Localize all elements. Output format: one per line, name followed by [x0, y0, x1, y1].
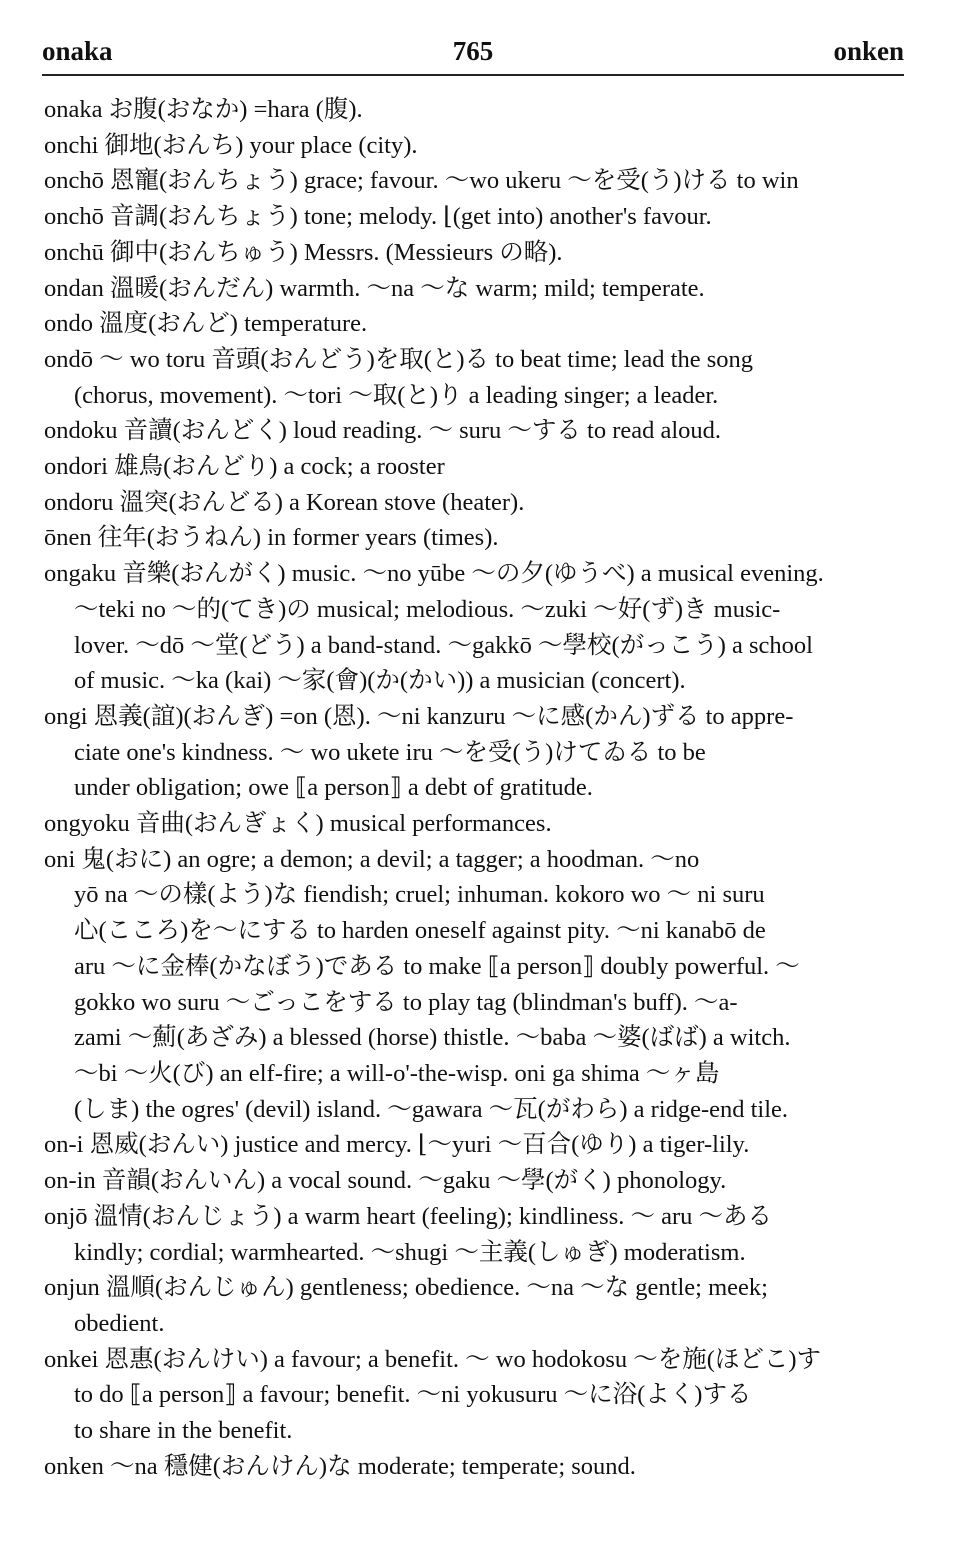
- dictionary-entry: [44, 1342, 912, 1449]
- entry-continuation-line: lover. ～dō ～堂(どう) a band-stand. ～gakkō ～學校(がっこう) a school: [74, 631, 813, 659]
- entry-continuation-line: gokko wo suru ～ごっこをする to play tag (blindman's buff). ～a-: [74, 988, 738, 1016]
- entry-list: [44, 92, 912, 1484]
- dictionary-entry: [44, 92, 912, 128]
- entry-continuation-line: to do ⟦a person⟧ a favour; benefit. ～ni yokusuru ～に浴(よく)する: [74, 1381, 752, 1409]
- dictionary-entry: [44, 128, 912, 164]
- left-guide-word: onaka: [42, 36, 113, 66]
- entry-first-line: onjō 溫情(おんじょう) a warm heart (feeling); kindliness. ～ aru ～ある: [44, 1202, 773, 1230]
- entry-first-line: ondoru 溫突(おんどる) a Korean stove (heater).: [44, 488, 525, 516]
- dictionary-entry: [44, 413, 912, 449]
- entry-continuation-line: (chorus, movement). ～tori ～取(と)り a leading singer; a leader.: [74, 381, 719, 409]
- running-head: [42, 30, 904, 76]
- entry-continuation-line: to share in the benefit.: [74, 1417, 293, 1445]
- entry-first-line: onchū 御中(おんちゅう) Messrs. (Messieurs の略).: [44, 238, 563, 266]
- entry-first-line: onken ～na 穩健(おんけん)な moderate; temperate; sound.: [44, 1452, 636, 1480]
- dictionary-entry: [44, 306, 912, 342]
- entry-first-line: ondan 溫暖(おんだん) warmth. ～na ～な warm; mild; temperate.: [44, 274, 705, 302]
- page-number: 765: [452, 36, 494, 66]
- entry-continuation-line: ～bi ～火(び) an elf-fire; a will-o'-the-wisp. oni ga shima ～ヶ島: [74, 1059, 720, 1087]
- entry-first-line: ondo 溫度(おんど) temperature.: [44, 310, 368, 338]
- dictionary-entry: [44, 163, 912, 199]
- dictionary-entry: [44, 1163, 912, 1199]
- entry-first-line: ondoku 音讀(おんどく) loud reading. ～ suru ～する to read aloud.: [44, 417, 722, 445]
- entry-first-line: onchō 音調(おんちょう) tone; melody. ⌊(get into) another's favour.: [44, 203, 712, 231]
- entry-continuation-line: yō na ～の樣(よう)な fiendish; cruel; inhuman. kokoro wo ～ ni suru: [74, 881, 765, 909]
- dictionary-entry: [44, 342, 912, 413]
- entry-continuation-line: of music. ～ka (kai) ～家(會)(か(かい)) a musician (concert).: [74, 667, 686, 695]
- entry-continuation-line: 心(こころ)を～にする to harden oneself against pity. ～ni kanabō de: [74, 917, 766, 945]
- dictionary-entry: [44, 1199, 912, 1270]
- entry-first-line: on-in 音韻(おんいん) a vocal sound. ～gaku ～學(がく) phonology.: [44, 1167, 727, 1195]
- entry-first-line: ondori 雄鳥(おんどり) a cock; a rooster: [44, 453, 445, 481]
- dictionary-entry: [44, 1127, 912, 1163]
- dictionary-entry: [44, 235, 912, 271]
- entry-continuation-line: ～teki no ～的(てき)の musical; melodious. ～zuki ～好(ず)き music-: [74, 595, 781, 623]
- entry-first-line: ōnen 往年(おうねん) in former years (times).: [44, 524, 499, 552]
- entry-continuation-line: kindly; cordial; warmhearted. ～shugi ～主義(しゅぎ) moderatism.: [74, 1238, 746, 1266]
- entry-first-line: oni 鬼(おに) an ogre; a demon; a devil; a tagger; a hoodman. ～no: [44, 845, 700, 873]
- dictionary-entry: [44, 271, 912, 307]
- entry-first-line: onchō 恩寵(おんちょう) grace; favour. ～wo ukeru ～を受(う)ける to win: [44, 167, 799, 195]
- entry-first-line: ongi 恩義(誼)(おんぎ) =on (恩). ～ni kanzuru ～に感(かん)ずる to appre-: [44, 702, 794, 730]
- entry-continuation-line: aru ～に金棒(かなぼう)である to make ⟦a person⟧ doubly powerful. ～: [74, 952, 800, 980]
- entry-first-line: ondō ～ wo toru 音頭(おんどう)を取(と)る to beat time; lead the song: [44, 345, 754, 373]
- entry-first-line: ongaku 音樂(おんがく) music. ～no yūbe ～の夕(ゆうべ) a musical evening.: [44, 560, 824, 588]
- dictionary-entry: [44, 842, 912, 1128]
- right-guide-word: onken: [833, 36, 904, 66]
- entry-continuation-line: (しま) the ogres' (devil) island. ～gawara ～瓦(がわら) a ridge-end tile.: [74, 1095, 789, 1123]
- dictionary-entry: [44, 699, 912, 806]
- dictionary-entry: [44, 449, 912, 485]
- dictionary-entry: [44, 556, 912, 699]
- entry-continuation-line: ciate one's kindness. ～ wo ukete iru ～を受(う)けてゐる to be: [74, 738, 706, 766]
- entry-first-line: onjun 溫順(おんじゅん) gentleness; obedience. ～na ～な gentle; meek;: [44, 1274, 768, 1302]
- dictionary-entry: [44, 1270, 912, 1341]
- entry-first-line: onaka お腹(おなか) =hara (腹).: [44, 96, 363, 123]
- dictionary-entry: [44, 1449, 912, 1485]
- entry-first-line: on-i 恩威(おんい) justice and mercy. ⌊～yuri ～百合(ゆり) a tiger-lily.: [44, 1131, 750, 1159]
- entry-continuation-line: zami ～薊(あざみ) a blessed (horse) thistle. ～baba ～婆(ばば) a witch.: [74, 1024, 791, 1052]
- entry-continuation-line: obedient.: [74, 1309, 165, 1337]
- dictionary-entry: [44, 485, 912, 521]
- entry-first-line: onchi 御地(おんち) your place (city).: [44, 131, 418, 159]
- entry-first-line: ongyoku 音曲(おんぎょく) musical performances.: [44, 810, 552, 838]
- dictionary-entry: [44, 199, 912, 235]
- dictionary-entry: [44, 520, 912, 556]
- entry-continuation-line: under obligation; owe ⟦a person⟧ a debt of gratitude.: [74, 774, 593, 802]
- entry-first-line: onkei 恩惠(おんけい) a favour; a benefit. ～ wo hodokosu ～を施(ほどこ)す: [44, 1345, 822, 1373]
- dictionary-entry: [44, 806, 912, 842]
